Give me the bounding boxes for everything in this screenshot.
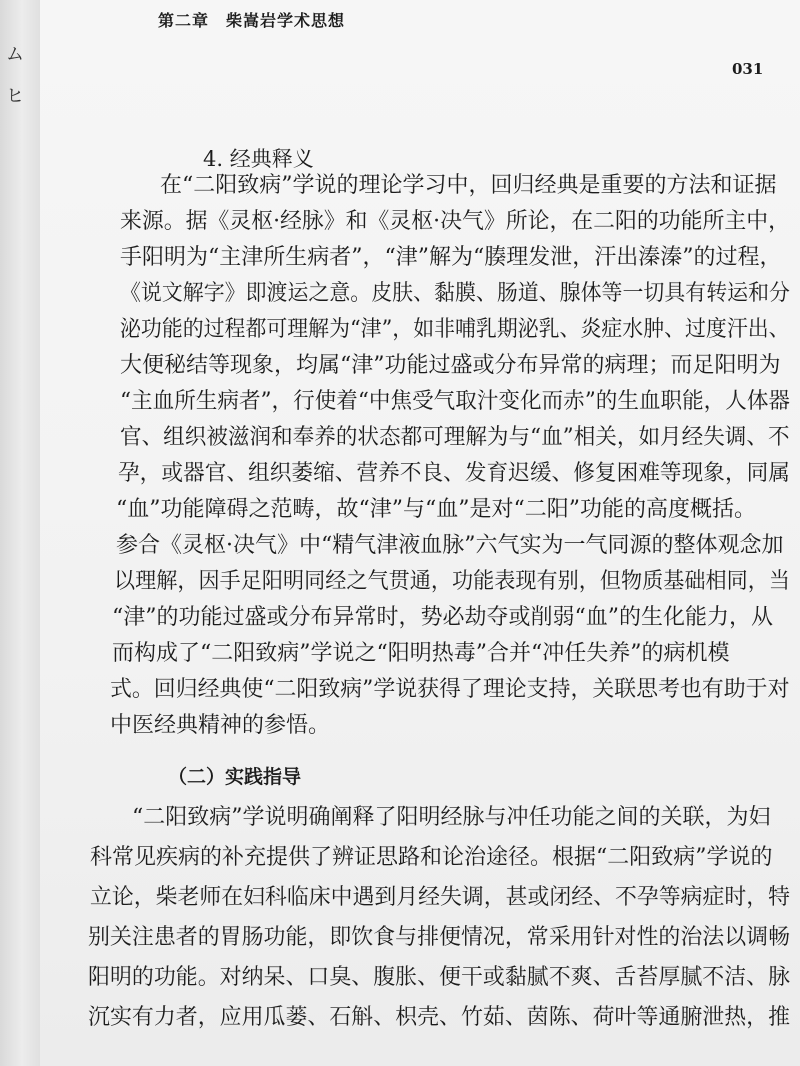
text-line: 大便秘结等现象，均属“津”功能过盛或分布异常的病理；而足阳明为 bbox=[120, 353, 781, 378]
text-line: 手阳明为“主津所生病者”，“津”解为“腠理发泄，汗出溱溱”的过程， bbox=[120, 245, 782, 270]
running-head: 第二章 柴嵩岩学术思想 bbox=[158, 11, 346, 30]
text-line: 官、组织被滋润和奉养的状态都可理解为与“血”相关，如月经失调、不 bbox=[120, 425, 790, 450]
text-line: “血”功能障碍之范畴，故“津”与“血”是对“二阳”功能的高度概括。 bbox=[116, 497, 756, 522]
text-line: 式。回归经典使“二阳致病”学说获得了理论支持，关联思考也有助于对 bbox=[110, 677, 790, 702]
subsection-heading: （二）实践指导 bbox=[168, 766, 302, 788]
text-line: “二阳致病”学说明确阐释了阳明经脉与冲任功能之间的关联，为妇 bbox=[132, 805, 771, 830]
text-line: 泌功能的过程都可理解为“津”，如非哺乳期泌乳、炎症水肿、过度汗出、 bbox=[120, 317, 790, 342]
text-line: 而构成了“二阳致病”学说之“阳明热毒”合并“冲任失养”的病机模 bbox=[112, 641, 730, 666]
text-line: 立论，柴老师在妇科临床中遇到月经失调，甚或闭经、不孕等病症时，特 bbox=[90, 885, 791, 910]
text-line: “津”的功能过盛或分布异常时，势必劫夺或削弱“血”的生化能力，从 bbox=[112, 605, 773, 630]
text-line: 参合《灵枢·决气》中“精气津液血脉”六气实为一气同源的整体观念加 bbox=[116, 533, 784, 558]
text-line: 以理解，因手足阳明同经之气贯通，功能表现有别，但物质基础相同，当 bbox=[114, 569, 790, 594]
text-line: 沉实有力者，应用瓜蒌、石斛、枳壳、竹茹、茵陈、荷叶等通腑泄热，推 bbox=[88, 1005, 791, 1030]
text-line: 在“二阳致病”学说的理论学习中，回归经典是重要的方法和证据 bbox=[160, 173, 777, 198]
text-line: 来源。据《灵枢·经脉》和《灵枢·决气》所论，在二阳的功能所主中， bbox=[120, 209, 791, 234]
text-line: 《说文解字》即渡运之意。皮肤、黏膜、肠道、腺体等一切具有转运和分 bbox=[120, 281, 791, 306]
book-gutter bbox=[0, 0, 40, 1066]
gutter-glyph: ム bbox=[6, 44, 24, 65]
text-line: 孕，或器官、组织萎缩、营养不良、发育迟缓、修复困难等现象，同属 bbox=[118, 461, 790, 486]
section-heading: 4. 经典释义 bbox=[203, 147, 314, 171]
text-line: 别关注患者的胃肠功能，即饮食与排便情况，常采用针对性的治法以调畅 bbox=[88, 925, 791, 950]
page-number: 031 bbox=[732, 60, 764, 78]
text-line: 中医经典精神的参悟。 bbox=[110, 713, 331, 738]
text-line: 科常见疾病的补充提供了辨证思路和论治途径。根据“二阳致病”学说的 bbox=[90, 845, 773, 870]
text-line: 阳明的功能。对纳呆、口臭、腹胀、便干或黏腻不爽、舌苔厚腻不洁、脉 bbox=[88, 965, 791, 990]
text-line: “主血所生病者”，行使着“中焦受气取汁变化而赤”的生血职能，人体器 bbox=[120, 389, 791, 414]
gutter-glyph: ヒ bbox=[6, 86, 24, 107]
book-page bbox=[40, 0, 800, 1066]
